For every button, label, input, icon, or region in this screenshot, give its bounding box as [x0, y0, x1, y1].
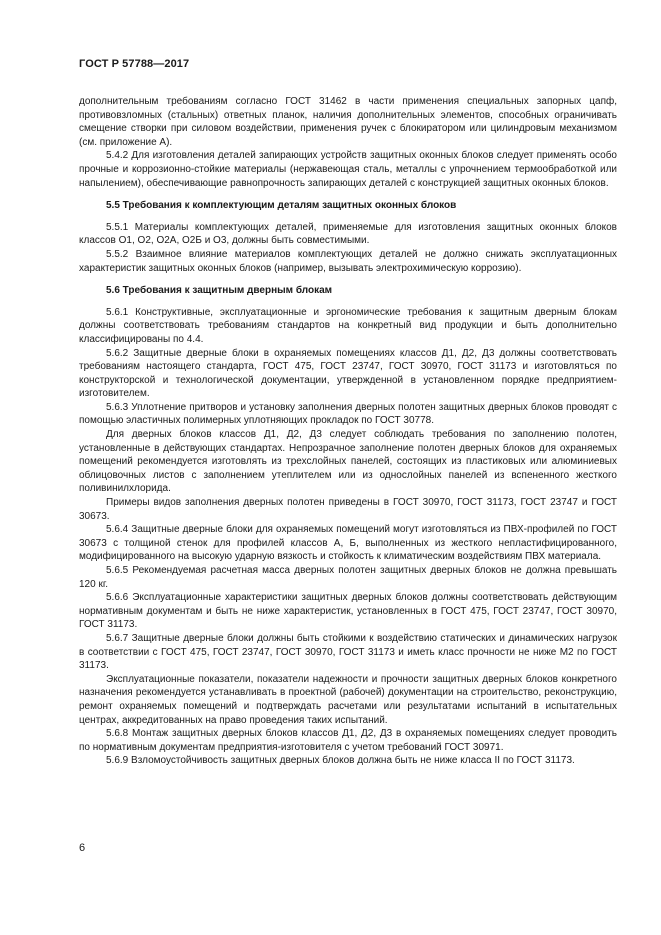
paragraph-5-4-2: 5.4.2 Для изготовления деталей запирающих устройств защитных оконных блоков следует применять особо прочные и коррозионно-стойкие материалы (нержавеющая сталь, металлы с упрочнением термообработкой или напылением), обеспечивающие равнопрочность запирающих деталей с конструкцией защитных оконных блоков. [79, 150, 617, 189]
page-number: 6 [79, 842, 86, 854]
paragraph-5-6-9: 5.6.9 Взломоустойчивость защитных дверных блоков должна быть не ниже класса II по ГОСТ 31173. [106, 755, 575, 767]
paragraph-5-6-3-filling: Для дверных блоков классов Д1, Д2, Д3 следует соблюдать требования по заполнению полотен, установленные в действующих стандартах. Непрозрачное заполнение полотен дверных блоков для охраняемых помещений рекомендуется изготовлять из трехслойных панелей, состоящих из пластиковых или алюминиевых облицовочных листов с заполнением утеплителем или из однослойных панелей из вспененного жесткого поливинилхлорида. [79, 429, 617, 495]
paragraph-5-6-1: 5.6.1 Конструктивные, эксплуатационные и эргономические требования к защитным дверным блокам должны соответствовать требованиям стандартов на конкретный вид продукции и быть дополнительно классифицированы по 4.4. [79, 306, 617, 345]
paragraph-5-6-7-indicators: Эксплуатационные показатели, показатели надежности и прочности защитных дверных блоков конкретного назначения рекомендуется устанавливать в проектной (рабочей) документации на строительство, реконструкцию, ремонт охраняемых помещений и подтверждать расчетами или результатами испытаний в испытательных центрах, аккредитованных на право проведения таких испытаний. [79, 673, 617, 726]
document-body [79, 95, 617, 768]
paragraph-5-6-3: 5.6.3 Уплотнение притворов и установку заполнения дверных полотен защитных дверных блоков проводят с помощью эластичных полимерных уплотняющих прокладок по ГОСТ 30778. [79, 401, 617, 427]
section-heading-5-6: 5.6 Требования к защитным дверным блокам [106, 285, 333, 297]
paragraph-5-5-2: 5.5.2 Взаимное влияние материалов комплектующих деталей не должно снижать эксплуатационных характеристик защитных оконных блоков (например, вызывать электрохимическую коррозию). [79, 248, 617, 274]
paragraph-continued: дополнительным требованиям согласно ГОСТ 31462 в части применения специальных запорных цапф, противовзломных (стальных) ответных планок, наличия дополнительных элементов, способных ограничивать смещение створки при силовом воздействии, применения ручек с блокиратором или цилиндровым механизмом (см. приложение А). [79, 96, 617, 148]
paragraph-5-6-2: 5.6.2 Защитные дверные блоки в охраняемых помещениях классов Д1, Д2, Д3 должны соответствовать требованиям настоящего стандарта, ГОСТ 475, ГОСТ 23747, ГОСТ 30970, ГОСТ 31173 и изготовляться по конструкторской и технологической документации, утвержденной в установленном порядке предприятием-изготовителем. [79, 347, 617, 400]
section-heading-5-5: 5.5 Требования к комплектующим деталям защитных оконных блоков [106, 200, 457, 212]
document-header: ГОСТ Р 57788—2017 [79, 58, 190, 70]
paragraph-5-6-7: 5.6.7 Защитные дверные блоки должны быть стойкими к воздействию статических и динамических нагрузок в соответствии с ГОСТ 475, ГОСТ 23747, ГОСТ 30970, ГОСТ 31173 и иметь класс прочности не ниже М2 по ГОСТ 31173. [79, 632, 617, 672]
paragraph-5-5-1: 5.5.1 Материалы комплектующих деталей, применяемые для изготовления защитных оконных блоков классов О1, О2, О2А, О2Б и О3, должны быть совместимыми. [79, 221, 617, 247]
paragraph-5-6-6: 5.6.6 Эксплуатационные характеристики защитных дверных блоков должны соответствовать действующим нормативным документам и быть не ниже характеристик, установленных в ГОСТ 475, ГОСТ 23747, ГОСТ 30970, ГОСТ 31173. [79, 592, 617, 631]
paragraph-5-6-8: 5.6.8 Монтаж защитных дверных блоков классов Д1, Д2, Д3 в охраняемых помещениях следует проводить по нормативным документам предприятия-изготовителя с учетом требований ГОСТ 30971. [79, 728, 617, 753]
paragraph-5-6-4: 5.6.4 Защитные дверные блоки для охраняемых помещений могут изготовляться из ПВХ-профилей по ГОСТ 30673 с толщиной стенок для профилей классов А, Б, выполненных из жесткого непластифицированного, модифицированного на высокую ударную вязкость и стойкость к климатическим воздействиям ПВХ материала. [79, 524, 617, 563]
paragraph-5-6-3-examples: Примеры видов заполнения дверных полотен приведены в ГОСТ 30970, ГОСТ 31173, ГОСТ 23747 и ГОСТ 30673. [79, 497, 617, 522]
paragraph-5-6-5: 5.6.5 Рекомендуемая расчетная масса дверных полотен защитных дверных блоков не должна превышать 120 кг. [79, 565, 617, 590]
